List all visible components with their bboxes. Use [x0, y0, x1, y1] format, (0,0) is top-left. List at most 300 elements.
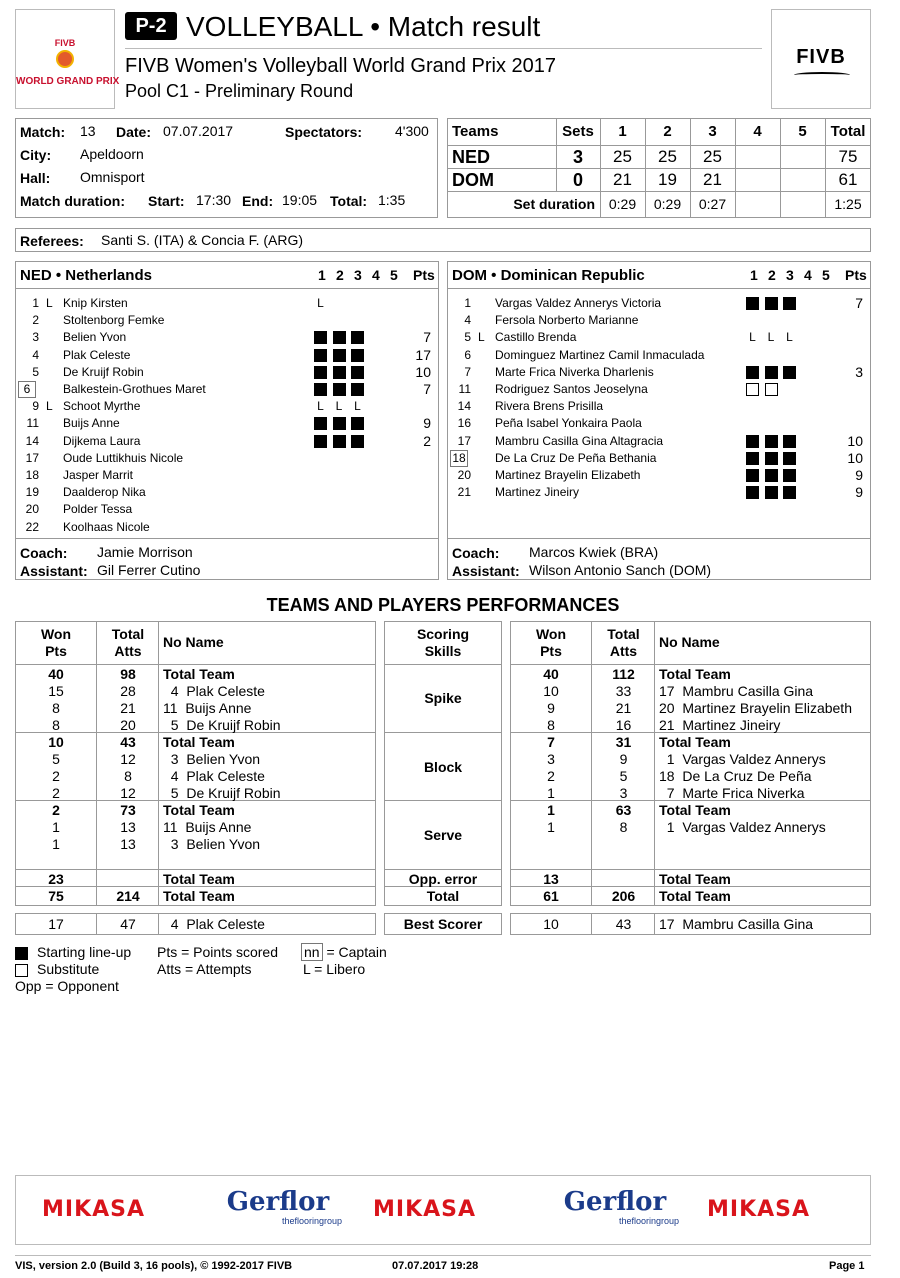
libero-set-mark: L: [767, 330, 775, 345]
perf-row-line: [15, 869, 376, 870]
skills-row-line: [384, 869, 502, 870]
total-name: Total Team: [163, 888, 235, 904]
player-name: Plak Celeste: [63, 347, 131, 362]
score-cell: 61: [838, 170, 858, 189]
set-header-2: 2: [768, 267, 776, 283]
team-coach-rule: [15, 538, 439, 539]
player-number: 19: [25, 485, 39, 500]
libero-set-mark: L: [749, 330, 756, 345]
starting-square-icon: [746, 486, 759, 499]
libero-set-mark: L: [786, 330, 793, 345]
starting-square-icon: [351, 331, 364, 344]
mikasa-logo-1: MIKASA: [42, 1197, 146, 1222]
starting-square-icon: [351, 417, 364, 430]
opp-error-label: Opp. error: [408, 871, 478, 887]
coach-label: Coach:: [20, 545, 68, 561]
gerflor-logo-1: [208, 1188, 348, 1226]
player-name: Castillo Brenda: [495, 330, 577, 345]
score-cell: 0: [572, 170, 583, 190]
starting-square-icon: [765, 366, 778, 379]
starting-square-icon: [314, 366, 327, 379]
substitute-square-icon: [746, 383, 759, 396]
atts-value: 5: [619, 768, 628, 784]
spectators-value: 4'300: [395, 123, 429, 139]
libero-set-mark: L: [317, 399, 324, 414]
player-number: 11: [26, 416, 39, 431]
starting-square-icon: [351, 383, 364, 396]
atts-value: 31: [615, 734, 632, 750]
footer-version: VIS, version 2.0 (Build 3, 16 pools), © 1992-2017 FIVB: [15, 1260, 293, 1272]
libero-set-mark: L: [317, 296, 324, 310]
score-row-line: [447, 168, 871, 169]
player-name: De La Cruz De Peña Bethania: [495, 450, 657, 465]
player-name: Marte Frica Niverka Dharlenis: [495, 364, 654, 379]
won-value: 5: [52, 751, 60, 767]
best-atts: 47: [120, 916, 136, 932]
won-value: 40: [543, 666, 559, 682]
player-or-team: 11 Buijs Anne: [163, 700, 252, 716]
won-value: 10: [48, 734, 64, 750]
player-name: Fersola Norberto Marianne: [495, 313, 639, 328]
right-logo-box: [771, 9, 871, 109]
player-or-team: Total Team: [659, 802, 731, 818]
date-label: Date:: [116, 124, 152, 140]
hall-value: Omnisport: [80, 169, 145, 185]
atts-value: 63: [615, 802, 632, 818]
set-header-2: 2: [336, 267, 344, 283]
total-atts-header: Total Atts: [607, 626, 640, 659]
legend-pts: Pts = Points scored: [157, 944, 279, 960]
starting-square-icon: [333, 331, 346, 344]
player-number: 22: [25, 519, 39, 534]
skills-row-line: [384, 664, 502, 665]
legend-starting: [15, 944, 131, 960]
best-name: 17 Mambru Casilla Gina: [659, 916, 814, 932]
player-number: 21: [457, 485, 471, 500]
city-value: Apeldoorn: [80, 146, 144, 162]
won-value: 3: [547, 751, 555, 767]
starting-square-icon: [746, 366, 759, 379]
player-name: Stoltenborg Femke: [63, 313, 165, 328]
score-header-7: Total: [830, 123, 866, 140]
starting-square-icon: [333, 435, 346, 448]
starting-square-icon: [783, 469, 796, 482]
set-header-4: 4: [372, 267, 380, 283]
player-name: Buijs Anne: [63, 416, 120, 431]
won-value: 2: [52, 802, 60, 818]
set-header-Pts: Pts: [845, 267, 867, 283]
player-number: 20: [25, 502, 39, 517]
legend-captain-text: = Captain: [326, 944, 387, 960]
left-logo-box: [15, 9, 120, 109]
no-name-header: No Name: [659, 634, 720, 650]
won-pts-header: Won Pts: [40, 626, 72, 659]
total-time: 1:35: [378, 192, 406, 208]
atts-value: 12: [120, 751, 136, 767]
player-name: Mambru Casilla Gina Altagracia: [495, 433, 664, 448]
libero-set-mark: L: [354, 399, 361, 414]
atts-value: 28: [120, 683, 136, 699]
starting-square-icon: [314, 349, 327, 362]
atts-value: 98: [120, 666, 136, 682]
won-value: 2: [52, 785, 60, 801]
libero-set-mark: L: [335, 399, 343, 414]
starting-square-icon: [333, 417, 346, 430]
player-or-team: 1 Vargas Valdez Annerys: [659, 819, 826, 835]
scoring-skills-header: Scoring Skills: [416, 626, 470, 659]
starting-square-icon: [783, 486, 796, 499]
won-value: 2: [547, 768, 555, 784]
best-won: 10: [543, 916, 559, 932]
starting-square-icon: [783, 297, 796, 310]
starting-square-icon: [746, 452, 759, 465]
won-value: 8: [547, 717, 555, 733]
starting-square-icon: [765, 435, 778, 448]
player-number: 6: [464, 347, 471, 362]
match-number: 13: [80, 123, 96, 139]
no-name-header: No Name: [163, 634, 224, 650]
won-value: 7: [547, 734, 555, 750]
set-header-5: 5: [390, 267, 398, 283]
score-header-0: Teams: [452, 123, 499, 140]
document-code: P-2: [135, 15, 167, 37]
starting-square-icon: [746, 469, 759, 482]
player-number: 14: [25, 433, 39, 448]
score-header-1: Sets: [562, 123, 594, 140]
player-number: 4: [464, 313, 471, 328]
atts-value: 21: [120, 700, 136, 716]
set-duration-cell: 0:29: [608, 196, 637, 212]
player-name: Rivera Brens Prisilla: [495, 399, 604, 414]
atts-value: 73: [120, 802, 136, 818]
skills-row-line: [384, 800, 502, 801]
score-cell: 21: [613, 170, 632, 189]
player-points: 7: [423, 329, 431, 346]
player-points: 17: [415, 346, 431, 363]
city-label: City:: [20, 147, 52, 163]
footer-printed: 07.07.2017 19:28: [392, 1260, 479, 1272]
gerflor-text-2: Gerflor: [563, 1187, 667, 1217]
total-time-label: Total:: [330, 193, 368, 209]
starting-square-icon: [333, 366, 346, 379]
player-or-team: 18 De La Cruz De Peña: [659, 768, 812, 784]
player-name: Oude Luttikhuis Nicole: [63, 450, 184, 465]
player-points: 7: [423, 381, 431, 397]
set-duration-cell: 0:29: [653, 196, 682, 212]
player-name: Schoot Myrthe: [63, 399, 141, 414]
atts-value: 8: [124, 768, 132, 784]
player-or-team: 17 Mambru Casilla Gina: [659, 683, 814, 699]
won-value: 9: [547, 700, 555, 716]
won-value: 2: [52, 768, 60, 784]
team-code: DOM: [452, 170, 494, 190]
starting-square-icon: [783, 435, 796, 448]
team-header-rule: [447, 288, 871, 289]
starting-square-icon: [15, 947, 28, 960]
score-header-5: 4: [753, 123, 762, 140]
opp-won: 23: [48, 871, 64, 887]
player-number: 18: [25, 468, 39, 482]
player-number: 1: [32, 296, 39, 310]
won-value: 1: [52, 836, 60, 852]
player-points: 10: [847, 432, 863, 449]
fivb-logo: FIVB: [796, 46, 846, 68]
score-cell: 3: [572, 147, 583, 167]
won-value: 1: [547, 802, 555, 818]
set-header-3: 3: [786, 267, 794, 283]
starting-square-icon: [765, 297, 778, 310]
atts-value: 43: [120, 734, 136, 750]
player-name: De Kruijf Robin: [63, 364, 144, 379]
legend-captain: [301, 944, 387, 960]
player-name: Koolhaas Nicole: [63, 519, 150, 534]
set-duration-label: Set duration: [513, 196, 595, 212]
perf-row-line: [15, 664, 376, 665]
player-or-team: 4 Plak Celeste: [163, 768, 265, 784]
legend-opp: Opp = Opponent: [15, 978, 119, 994]
legend-atts: Atts = Attempts: [157, 961, 252, 977]
start-time: 17:30: [196, 192, 232, 208]
player-number: 6: [18, 381, 36, 398]
atts-value: 112: [612, 666, 635, 682]
score-header-4: 3: [708, 123, 717, 140]
player-points: 10: [847, 449, 863, 466]
player-number: 1: [464, 296, 471, 310]
player-or-team: 5 De Kruijf Robin: [163, 717, 281, 733]
mikasa-logo-3: MIKASA: [707, 1197, 811, 1222]
player-number: 5: [464, 330, 471, 345]
gerflor-sub-2: theflooringroup: [618, 1216, 679, 1226]
player-name: Balkestein-Grothues Maret: [63, 382, 206, 396]
opp-won: 13: [543, 871, 559, 887]
player-points: 9: [855, 467, 863, 483]
player-number: 7: [464, 364, 471, 379]
set-header-4: 4: [804, 267, 812, 283]
player-name: Martinez Brayelin Elizabeth: [495, 468, 641, 482]
score-header-3: 2: [663, 123, 672, 140]
player-points: 7: [855, 295, 863, 311]
player-name: Jasper Marrit: [63, 468, 134, 482]
set-duration-cell: 1:25: [834, 196, 862, 212]
player-or-team: 7 Marte Frica Niverka: [659, 785, 805, 801]
mikasa-logo-2: MIKASA: [373, 1197, 477, 1222]
footer-rule: [15, 1255, 871, 1256]
starting-square-icon: [314, 435, 327, 448]
starting-square-icon: [351, 349, 364, 362]
header-rule: [125, 48, 762, 49]
total-won: 61: [543, 888, 559, 904]
starting-square-icon: [765, 452, 778, 465]
starting-square-icon: [765, 469, 778, 482]
world-grand-prix-ball-icon: [56, 50, 74, 68]
starting-square-icon: [783, 452, 796, 465]
total-atts: 214: [116, 888, 140, 904]
score-header-6: 5: [798, 123, 807, 140]
player-or-team: 5 De Kruijf Robin: [163, 785, 281, 801]
referees-value: Santi S. (ITA) & Concia F. (ARG): [101, 232, 304, 248]
player-or-team: Total Team: [163, 666, 235, 682]
player-number: 20: [457, 468, 471, 482]
team-coach-rule: [447, 538, 871, 539]
coach-name: Marcos Kwiek (BRA): [529, 544, 659, 560]
player-number: 9: [32, 399, 39, 414]
player-name: Peña Isabel Yonkaira Paola: [495, 416, 642, 431]
player-or-team: 1 Vargas Valdez Annerys: [659, 751, 826, 767]
score-cell: 21: [703, 170, 722, 189]
best-atts: 43: [615, 916, 632, 932]
won-value: 1: [547, 785, 555, 801]
player-or-team: 3 Belien Yvon: [163, 751, 261, 767]
player-number: 17: [457, 433, 471, 448]
player-number: 4: [32, 347, 39, 362]
total-atts: 206: [611, 888, 636, 904]
atts-value: 33: [615, 683, 632, 699]
libero-mark: L: [478, 330, 485, 345]
spectators-label: Spectators:: [285, 124, 363, 140]
player-points: 2: [423, 432, 431, 449]
player-points: 10: [415, 363, 431, 380]
won-value: 8: [52, 717, 60, 733]
team-header-rule: [15, 288, 439, 289]
player-name: Dominguez Martinez Camil Inmaculada: [495, 347, 705, 362]
document-title: VOLLEYBALL • Match result: [186, 11, 541, 42]
player-or-team: 20 Martinez Brayelin Elizabeth: [659, 700, 852, 716]
end-time: 19:05: [282, 192, 318, 208]
player-name: Knip Kirsten: [63, 296, 128, 310]
substitute-square-icon: [765, 383, 778, 396]
player-or-team: Total Team: [659, 734, 731, 750]
document-code-badge: [125, 12, 177, 40]
team-title: NED • Netherlands: [20, 267, 152, 284]
round-name: Pool C1 - Preliminary Round: [125, 81, 354, 101]
match-date: 07.07.2017: [163, 123, 234, 139]
assistant-name: Gil Ferrer Cutino: [97, 562, 201, 578]
starting-square-icon: [746, 435, 759, 448]
set-header-Pts: Pts: [413, 267, 435, 283]
atts-value: 13: [120, 819, 136, 835]
player-or-team: 4 Plak Celeste: [163, 683, 265, 699]
score-cell: 19: [658, 170, 677, 189]
skill-serve: Serve: [423, 827, 463, 843]
score-row-line: [447, 191, 871, 192]
atts-value: 3: [619, 785, 628, 801]
footer-page: Page 1: [829, 1260, 865, 1272]
player-number: 3: [32, 330, 39, 345]
player-points: 9: [423, 415, 431, 432]
best-scorer-label: Best Scorer: [403, 916, 483, 932]
starting-square-icon: [746, 297, 759, 310]
won-pts-header: Won Pts: [535, 626, 567, 659]
skills-row-line: [384, 732, 502, 733]
won-value: 1: [52, 819, 60, 835]
score-cell: 25: [703, 147, 722, 166]
assistant-name: Wilson Antonio Sanch (DOM): [529, 562, 712, 578]
substitute-square-icon: [15, 964, 28, 977]
legend-libero: L = Libero: [303, 961, 366, 977]
competition-name: FIVB Women's Volleyball World Grand Prix 2017: [125, 55, 557, 77]
won-value: 1: [547, 819, 555, 835]
gerflor-sub-1: theflooringroup: [281, 1216, 342, 1226]
player-name: Dijkema Laura: [63, 433, 141, 448]
player-name: Vargas Valdez Annerys Victoria: [495, 296, 662, 310]
hall-label: Hall:: [20, 170, 51, 186]
opp-name: Total Team: [659, 871, 731, 887]
total-name: Total Team: [659, 888, 731, 904]
player-or-team: 11 Buijs Anne: [163, 819, 252, 835]
fivb-logo-swoosh-icon: [794, 72, 850, 78]
total-won: 75: [48, 888, 64, 904]
assistant-label: Assistant:: [20, 563, 88, 579]
skill-block: Block: [423, 759, 463, 775]
score-cell: 25: [658, 147, 677, 166]
libero-mark: L: [46, 296, 53, 310]
player-number: 18: [450, 450, 468, 467]
player-points: 9: [855, 484, 863, 501]
player-points: 3: [855, 363, 863, 380]
player-number: 2: [32, 313, 39, 328]
end-label: End:: [242, 193, 274, 209]
team-title: DOM • Dominican Republic: [452, 267, 645, 284]
perf-row-line: [510, 869, 871, 870]
gerflor-text-1: Gerflor: [226, 1187, 330, 1217]
won-value: 10: [543, 683, 559, 699]
coach-name: Jamie Morrison: [97, 544, 193, 560]
set-duration-cell: 0:27: [698, 196, 727, 212]
opp-name: Total Team: [163, 871, 235, 887]
referees-label: Referees:: [20, 233, 84, 249]
player-or-team: Total Team: [163, 802, 235, 818]
player-or-team: 21 Martinez Jineiry: [659, 717, 781, 733]
match-label: Match:: [20, 124, 66, 140]
starting-square-icon: [333, 383, 346, 396]
performances-title: TEAMS AND PLAYERS PERFORMANCES: [266, 595, 620, 615]
captain-sample: nn: [301, 943, 323, 961]
gerflor-logo-2: [545, 1188, 685, 1226]
won-value: 15: [48, 683, 64, 699]
player-name: Daalderop Nika: [63, 485, 146, 500]
score-cell: 75: [838, 147, 858, 166]
set-header-1: 1: [318, 267, 326, 283]
player-name: Martinez Jineiry: [495, 485, 580, 500]
libero-mark: L: [46, 399, 53, 414]
starting-square-icon: [765, 486, 778, 499]
duration-label: Match duration:: [20, 193, 125, 209]
player-number: 14: [457, 399, 471, 414]
player-or-team: Total Team: [659, 666, 731, 682]
atts-value: 13: [120, 836, 136, 852]
won-value: 40: [48, 666, 64, 682]
player-or-team: Total Team: [163, 734, 235, 750]
starting-square-icon: [314, 417, 327, 430]
total-atts-header: Total Atts: [111, 626, 145, 659]
set-header-5: 5: [822, 267, 830, 283]
best-won: 17: [48, 916, 64, 932]
player-number: 5: [32, 364, 39, 379]
atts-value: 12: [120, 785, 136, 801]
score-cell: 25: [613, 147, 632, 166]
set-header-1: 1: [750, 267, 758, 283]
start-label: Start:: [148, 193, 185, 209]
starting-square-icon: [333, 349, 346, 362]
starting-square-icon: [351, 366, 364, 379]
team-code: NED: [452, 147, 491, 167]
atts-value: 20: [120, 717, 136, 733]
skill-spike: Spike: [424, 690, 462, 706]
starting-square-icon: [351, 435, 364, 448]
starting-square-icon: [314, 383, 327, 396]
world-grand-prix-logo: WORLD GRAND PRIX: [16, 76, 120, 87]
won-value: 8: [52, 700, 60, 716]
